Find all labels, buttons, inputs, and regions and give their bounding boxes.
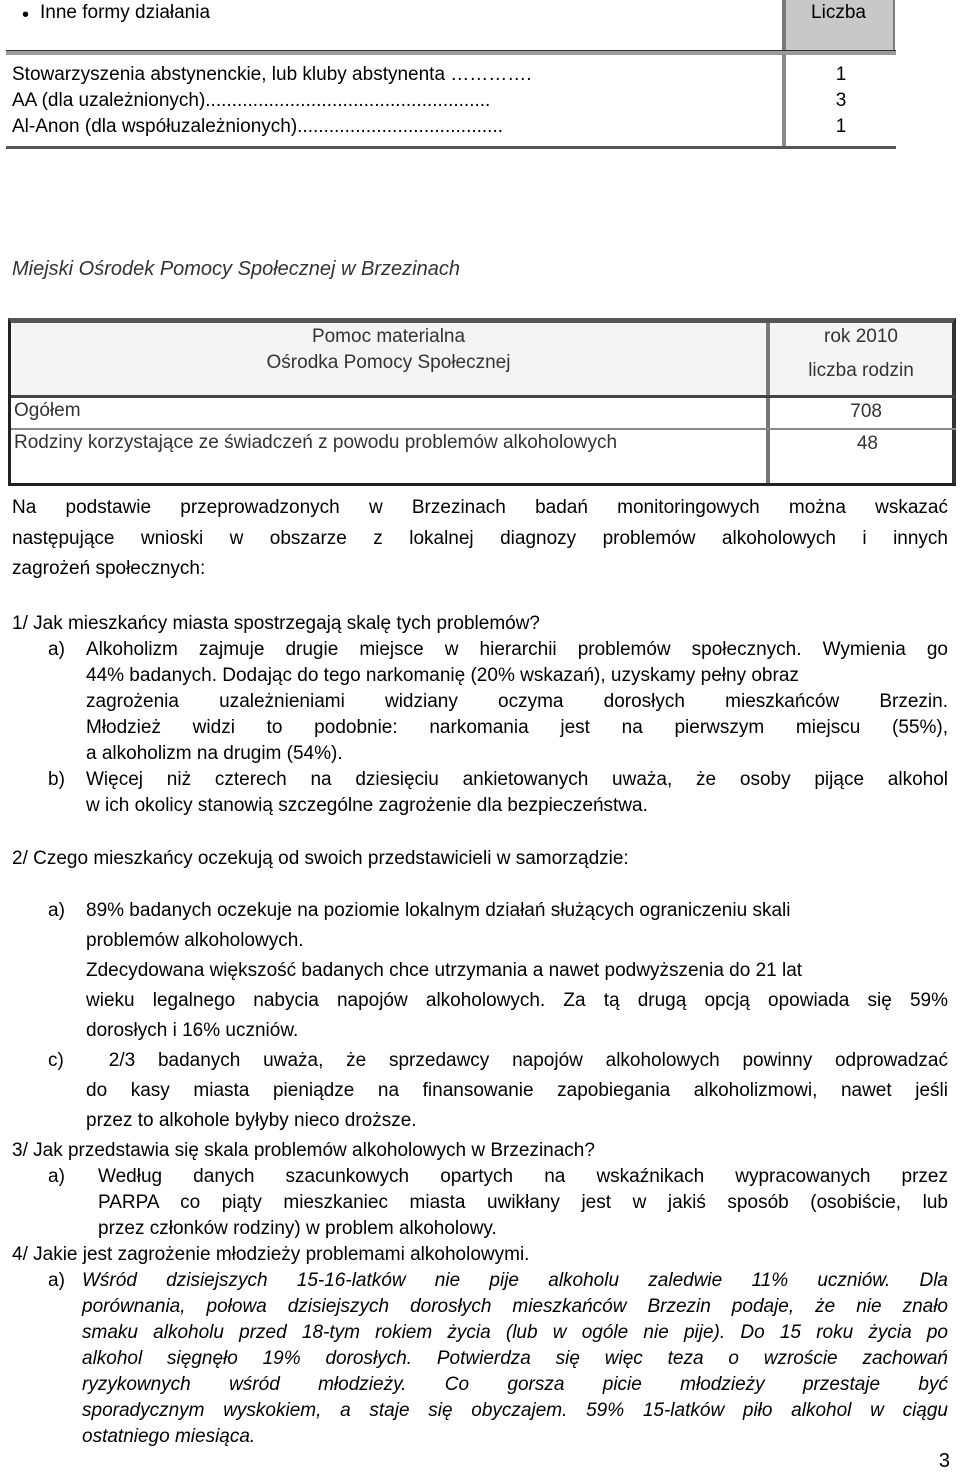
table1-row-label: AA (dla uzależnionych)...................................................... bbox=[12, 90, 491, 111]
question-1-title: 1/ Jak mieszkańcy miasta spostrzegają skalę tych problemów? bbox=[12, 613, 541, 634]
q4-a-line: sporadycznym wyskokiem, a staje się obyczajem. 59% 15-latków piło alkohol w ciągu bbox=[82, 1400, 948, 1421]
q1-a-line: zagrożenia uzależnieniami widziany oczyma dorosłych mieszkańców Brzezin. bbox=[86, 691, 948, 712]
q3-a-line: przez członków rodziny) w problem alkoholowy. bbox=[98, 1218, 497, 1239]
q2-c-line: do kasy miasta pieniądze na finansowanie zapobiegania alkoholizmowi, nawet jeśli bbox=[86, 1080, 948, 1101]
item-label: c) bbox=[48, 1050, 64, 1071]
bullet-icon: • bbox=[22, 4, 30, 26]
table2-header-left-2: Ośrodka Pomocy Społecznej bbox=[266, 352, 511, 373]
intro-line: następujące wnioski w obszarze z lokalnej diagnozy problemów alkoholowych i innych bbox=[12, 528, 948, 549]
table1-row-value: 1 bbox=[835, 116, 847, 137]
q3-a-line: Według danych szacunkowych opartych na wskaźnikach wypracowanych przez bbox=[98, 1166, 948, 1187]
q4-a-line: alkohol sięgnęło 19% dorosłych. Potwierdza się więc teza o wzroście zachowań bbox=[82, 1348, 948, 1369]
table1-header-label: Inne formy działania bbox=[40, 2, 211, 23]
question-2-title: 2/ Czego mieszkańcy oczekują od swoich przedstawicieli w samorządzie: bbox=[12, 848, 629, 869]
q2-a-line: dorosłych i 16% uczniów. bbox=[86, 1020, 299, 1041]
intro-line: Na podstawie przeprowadzonych w Brzezinach badań monitoringowych można wskazać bbox=[12, 497, 948, 518]
question-3-title: 3/ Jak przedstawia się skala problemów alkoholowych w Brzezinach? bbox=[12, 1140, 595, 1161]
q4-a-line: Wśród dzisiejszych 15-16-latków nie pije alkoholu zaledwie 11% uczniów. Dla bbox=[82, 1270, 948, 1291]
q2-c-line: 2/3 badanych uważa, że sprzedawcy napojów alkoholowych powinny odprowadzać bbox=[86, 1050, 948, 1071]
q1-a-line: 44% badanych. Dodając do tego narkomanię (20% wskazań), uzyskamy pełny obraz bbox=[86, 665, 799, 686]
table2-header-right-1: rok 2010 bbox=[824, 326, 898, 347]
q2-a-line: Zdecydowana większość badanych chce utrzymania a nawet podwyższenia do 21 lat bbox=[86, 960, 803, 981]
q2-a-line: wieku legalnego nabycia napojów alkoholowych. Za tą drugą opcją opowiada się 59% bbox=[86, 990, 948, 1011]
item-label: a) bbox=[48, 639, 65, 660]
table2-header-rule bbox=[11, 395, 956, 398]
item-label: a) bbox=[48, 1270, 65, 1291]
q4-a-line: ostatniego miesiąca. bbox=[82, 1426, 256, 1447]
table2-row-rule bbox=[11, 428, 956, 430]
table2-row-label: Ogółem bbox=[14, 400, 81, 421]
page-number: 3 bbox=[938, 1450, 950, 1472]
q4-a-line: smaku alkoholu przed 18-tym rokiem życia (lub w ogóle nie pije). Do 15 roku życia po bbox=[82, 1322, 948, 1343]
table1-row-label: Al-Anon (dla współuzależnionych)....................................... bbox=[12, 116, 504, 137]
q3-a-line: PARPA co piąty mieszkaniec miasta uwikłany jest w jakiś sposób (osobiście, lub bbox=[98, 1192, 948, 1213]
table2-header-left-1: Pomoc materialna bbox=[311, 326, 466, 347]
q1-a-line: Alkoholizm zajmuje drugie miejsce w hierarchii problemów społecznych. Wymienia go bbox=[86, 639, 948, 660]
intro-line: zagrożeń społecznych: bbox=[12, 558, 206, 579]
q1-b-line: Więcej niż czterech na dziesięciu ankietowanych uważa, że osoby pijące alkohol bbox=[86, 769, 948, 790]
mops-heading: Miejski Ośrodek Pomocy Społecznej w Brzezinach bbox=[12, 258, 460, 280]
q1-a-line: Młodzież widzi to podobnie: narkomania jest na pierwszym miejscu (55%), bbox=[86, 717, 948, 738]
table2-row-value: 708 bbox=[850, 401, 882, 422]
item-label: b) bbox=[48, 769, 65, 790]
item-label: a) bbox=[48, 1166, 65, 1187]
q4-a-line: porównania, połowa dzisiejszych dorosłych mieszkańców Brzezin podaje, że nie znało bbox=[82, 1296, 948, 1317]
q2-a-line: 89% badanych oczekuje na poziomie lokalnym działań służących ograniczeniu skali bbox=[86, 900, 791, 921]
question-4-title: 4/ Jakie jest zagrożenie młodzieży problemami alkoholowymi. bbox=[12, 1244, 530, 1265]
q2-c-line: przez to alkohole byłyby nieco droższe. bbox=[86, 1110, 417, 1131]
q1-a-line: a alkoholizm na drugim (54%). bbox=[86, 743, 343, 764]
table2-row-label: Rodziny korzystające ze świadczeń z powodu problemów alkoholowych bbox=[14, 432, 618, 453]
table2-header-right-2: liczba rodzin bbox=[808, 360, 914, 381]
table2-row-value: 48 bbox=[856, 433, 878, 454]
q1-b-line: w ich okolicy stanowią szczególne zagrożenie dla bezpieczeństwa. bbox=[86, 795, 648, 816]
table1-row-value: 1 bbox=[835, 64, 847, 85]
table1-row-label: Stowarzyszenia abstynenckie, lub kluby abstynenta …………. bbox=[12, 64, 532, 85]
item-label: a) bbox=[48, 900, 65, 921]
table1-header-value: Liczba bbox=[811, 2, 866, 23]
q4-a-line: ryzykownych wśród młodzieży. Co gorsza picie młodzieży przestaje być bbox=[82, 1374, 948, 1395]
q2-a-line: problemów alkoholowych. bbox=[86, 930, 304, 951]
table1-row-value: 3 bbox=[835, 90, 847, 111]
table1-bottom-rule bbox=[6, 146, 896, 149]
table1-top-rule bbox=[6, 50, 896, 55]
table2-right-border bbox=[952, 323, 956, 483]
